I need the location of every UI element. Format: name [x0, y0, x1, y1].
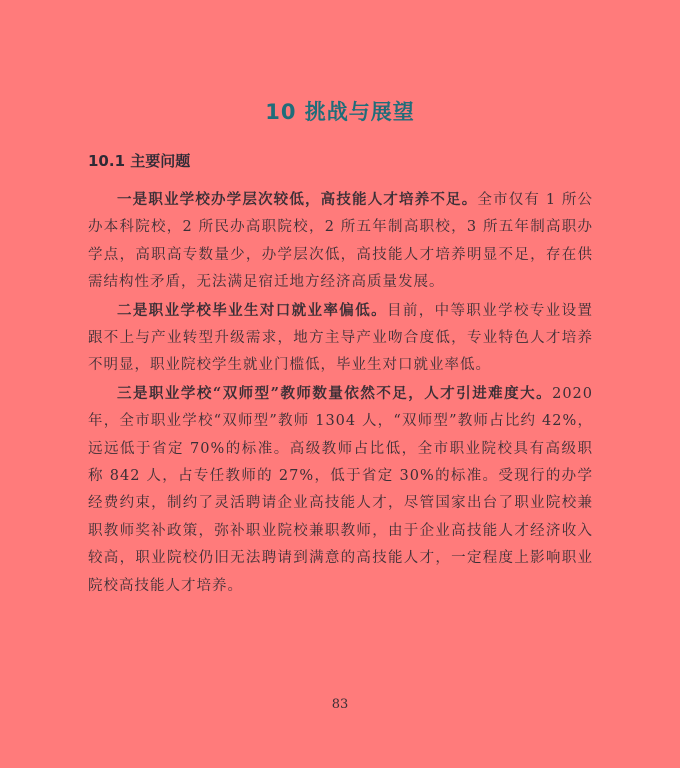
section-heading: 10.1 主要问题	[88, 152, 191, 170]
paragraph-3-lead: 三是职业学校“双师型”教师数量依然不足，人才引进难度大。	[117, 384, 553, 402]
chapter-title: 10 挑战与展望	[265, 100, 415, 124]
paragraph-2-text: 目前，中等职业学校专业设置跟不上与产业转型升级需求，地方主导产业吻合度低，专业特色人才培养不明显，职业院校学生就业门槛低，毕业生对口就业率低。	[88, 302, 594, 374]
paragraph-3	[88, 380, 593, 600]
paragraph-1	[88, 186, 593, 297]
body-text	[88, 186, 593, 600]
paragraph-1-text: 全市仅有 1 所公办本科院校，2 所民办高职院校，2 所五年制高职校，3 所五年制高职办学点，高职高专数量少，办学层次低，高技能人才培养明显不足，存在供需结构性矛盾，无法满足宿迁地方经济高质量发展。	[88, 192, 593, 291]
page-number: 83	[331, 697, 349, 712]
paragraph-1-lead: 一是职业学校办学层次较低，高技能人才培养不足。	[117, 191, 478, 208]
paragraph-2-lead: 二是职业学校毕业生对口就业率偏低。	[117, 301, 387, 319]
paragraph-2	[88, 297, 593, 380]
paragraph-3-text: 2020 年，全市职业学校“双师型”教师 1304 人，“双师型”教师占比约 42%，远远低于省定 70%的标准。高级教师占比低，全市职业院校具有高级职称 842 人，占专任教师的 27%，低于省定 30%的标准。受现行的办学经费约束，制约了灵活聘请企业高技能人才，尽管国家出台了职业院校兼职教师奖补政策，弥补职业院校兼职教师，由于企业高技能人才经济收入较高，职业院校仍旧无法聘请到满意的高技能人才，一定程度上影响职业院校高技能人才培养。	[88, 385, 593, 594]
